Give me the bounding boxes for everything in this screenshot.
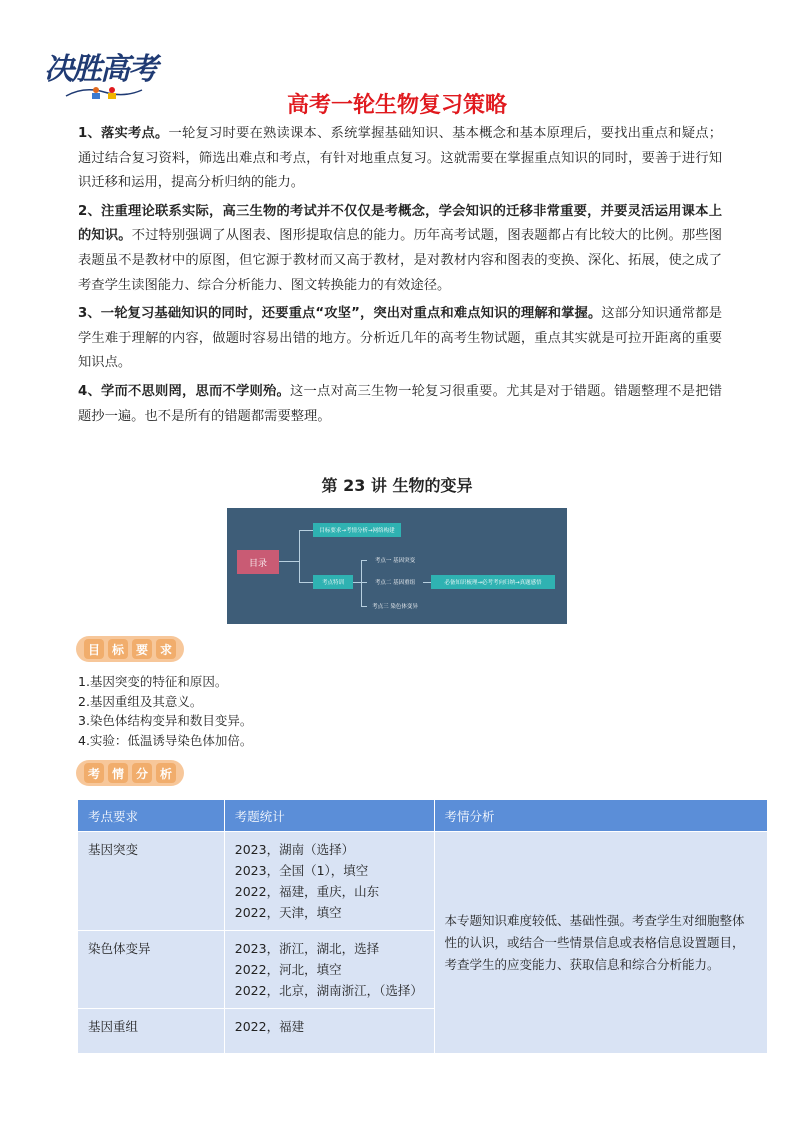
- mindmap-right-node: 必备知识梳理→必考考向归纳→真题感悟: [431, 575, 555, 589]
- strategy-section: [78, 122, 722, 433]
- analysis-badge: 考 情 分 析: [76, 760, 184, 786]
- table-cell-req: 基因重组: [78, 1009, 225, 1054]
- table-cell-analysis: 本专题知识难度较低、基础性强。考查学生对细胞整体性的认识，或结合一些情景信息或表格信息设置题目，考查学生的应变能力、获取信息和综合分析能力。: [434, 832, 767, 1054]
- goal-item: 3.染色体结构变异和数目变异。: [78, 713, 253, 728]
- table-cell-req: 染色体变异: [78, 931, 225, 1009]
- table-cell-stats: 2023，湖南（选择） 2023，全国（1），填空 2022，福建，重庆，山东 2022，天津，填空: [224, 832, 434, 931]
- table-row: [78, 832, 768, 931]
- mindmap-k3: 考点三 染色体变异: [372, 604, 418, 610]
- lecture-title: 第 23 讲 生物的变异: [321, 476, 473, 495]
- table-header-row: [78, 800, 768, 832]
- mindmap-k2: 考点二 基因重组: [374, 580, 416, 586]
- goal-item: 1.基因突变的特征和原因。: [78, 674, 228, 689]
- table-header: 考题统计: [224, 800, 434, 832]
- table-header: 考情分析: [434, 800, 767, 832]
- strategy-item: 4、学而不思则罔，思而不学则殆。这一点对高三生物一轮复习很重要。尤其是对于错题。错题整理不是把错题抄一遍。也不是所有的错题都需要整理。: [78, 383, 722, 424]
- table-cell-stats: 2023，浙江，湖北，选择 2022，河北，填空 2022，北京，湖南浙江，（选择）: [224, 931, 434, 1009]
- page-title: 高考一轮生物复习策略: [286, 93, 507, 118]
- mindmap-mid-node: 考点特训: [313, 575, 353, 589]
- strategy-item: 2、注重理论联系实际，高三生物的考试并不仅仅是考概念，学会知识的迁移非常重要，并要灵活运用课本上的知识。不过特别强调了从图表、图形提取信息的能力。历年高考试题，图表题都占有比较大的比例。那些图表题虽不是教材中的原图，但它源于教材而又高于教材，是对教材内容和图表的变换、深化、拓展，使之成了考查学生读图能力、综合分析能力、图文转换能力的有效途径。: [78, 203, 723, 293]
- goal-item: 2.基因重组及其意义。: [78, 693, 203, 709]
- table-header: 考点要求: [78, 800, 225, 832]
- logo-text: 决胜高考: [44, 52, 156, 87]
- strategy-item: 3、一轮复习基础知识的同时，还要重点“攻坚”，突出对重点和难点知识的理解和掌握。这部分知识通常都是学生难于理解的内容，做题时容易出错的地方。分析近几年的高考生物试题，重点其实就是可拉开距离的重要知识点。: [78, 306, 722, 371]
- table-cell-stats: 2022，福建: [224, 1009, 434, 1054]
- mindmap-diagram: [227, 508, 567, 624]
- goal-item: 4.实验：低温诱导染色体加倍。: [78, 732, 253, 748]
- table-cell-req: 基因突变: [78, 832, 225, 931]
- exam-analysis-table: [77, 799, 768, 1054]
- goals-list: [78, 672, 252, 750]
- mindmap-top-node: 目标要求→考情分析→网络构建: [313, 523, 401, 537]
- mindmap-root: 目录: [237, 550, 279, 574]
- goals-badge: 目 标 要 求: [76, 636, 184, 662]
- mindmap-k1: 考点一 基因突变: [374, 558, 416, 564]
- strategy-item: 1、落实考点。一轮复习时要在熟读课本、系统掌握基础知识、基本概念和基本原理后，要找出重点和疑点；通过结合复习资料，筛选出难点和考点，有针对地重点复习。这就需要在掌握重点知识的同时，要善于进行知识迁移和运用，提高分析归纳的能力。: [78, 126, 722, 191]
